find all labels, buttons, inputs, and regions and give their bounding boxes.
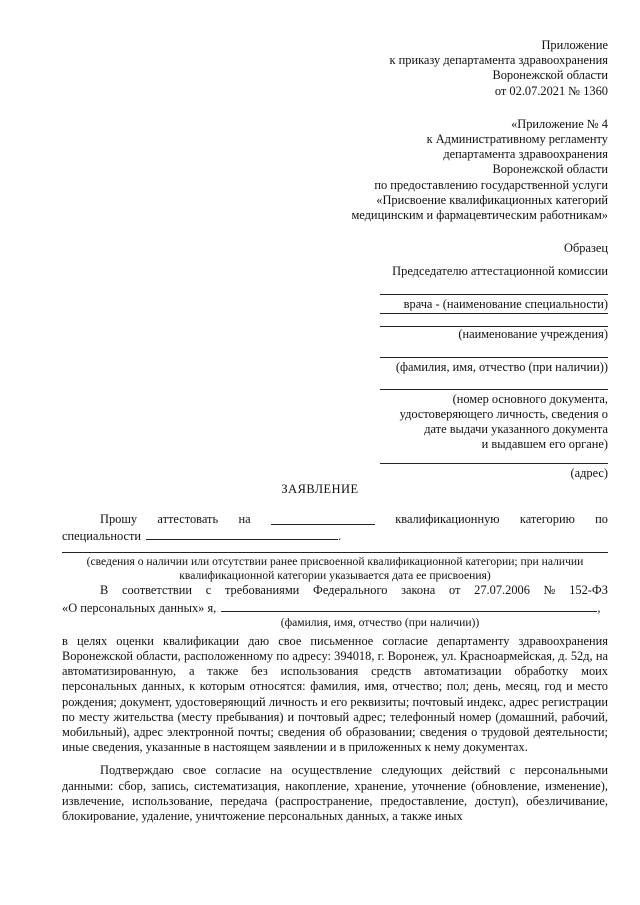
blank-line [380, 375, 608, 390]
blank-line [380, 314, 608, 327]
addressee-block [380, 264, 608, 481]
document-caption-line: и выдавшем его органе) [481, 437, 608, 452]
word: требованиями [224, 583, 300, 598]
blank-line [380, 343, 608, 358]
blank-line [380, 279, 608, 295]
appendix-header [278, 38, 608, 256]
specialty-label: специальности [62, 529, 142, 544]
law-title: «О персональных данных» я, [62, 600, 217, 615]
fio-caption: (фамилия, имя, отчество (при наличии)) [395, 359, 608, 374]
word: аттестовать [157, 512, 219, 526]
word: с [205, 583, 212, 598]
application-body [62, 512, 608, 824]
sample-label: Образец [564, 241, 608, 256]
period: . [338, 529, 342, 544]
word: от [448, 583, 461, 598]
appendix4-line: медицинским и фармацевтическим работникам» [351, 208, 608, 223]
confirmation-paragraph: Подтверждаю свое согласие на осуществление следующих действий с персональными данными: сбор, запись, систематизация, накопление, хранение, уточнение (обновление, изменение), извлечение, использование, передача (распространение, предоставление, доступ), обезличивание, блокирование, удаление, уничтожение персональных данных, а также иных [62, 763, 608, 824]
word: Федерального [313, 583, 388, 598]
appendix-line: Воронежской области [492, 68, 608, 83]
appendix4-line: «Приложение № 4 [511, 116, 608, 131]
commission-chair-label: Председателю аттестационной комиссии [392, 264, 608, 278]
fio-note: (фамилия, имя, отчество (при наличии)) [280, 615, 480, 629]
word: на [238, 512, 251, 526]
consent-paragraph: в целях оценки квалификации даю свое письменное согласие департаменту здравоохранения Воронежской области, расположенному по адресу: 394018, г. Воронеж, ул. Красноармейская, д. 52д, на автоматизированную, а также без использования средств автоматизации обработку моих персональных данных, к которым относятся: фамилия, имя, отчество; пол; день, месяц, год и место рождения; документ, удостоверяющий личность и его реквизиты; почтовый индекс, адрес регистрации по месту жительства (месту пребывания) и почтовый адрес; телефонный номер (домашний, рабочий, мобильный), адрес электронной почты; сведения об образовании; сведения о трудовой деятельности; иные сведения, указанные в настоящем заявлении и в приложенных к нему документах. [62, 633, 608, 755]
institution-caption: (наименование учреждения) [458, 327, 608, 342]
blank-line [380, 453, 608, 464]
word: В [100, 583, 109, 598]
doctor-specialty-field: врача - (наименование специальности) [380, 297, 608, 314]
document-caption-line: дате выдачи указанного документа [424, 422, 608, 437]
document-title: ЗАЯВЛЕНИЕ [281, 482, 359, 496]
appendix-line: к приказу департамента здравоохранения [389, 53, 608, 68]
specialty-line [62, 527, 608, 544]
appendix4-line: «Присвоение квалификационных категорий [376, 192, 608, 207]
word: соответствии [121, 583, 192, 598]
document-caption-line: (номер основного документа, [452, 391, 608, 406]
word: закона [401, 583, 436, 598]
word: № [543, 583, 556, 598]
appendix4-line: департамента здравоохранения [443, 147, 608, 162]
law-line [62, 583, 608, 598]
request-line [62, 512, 608, 527]
word: по [595, 512, 608, 526]
word: квалификационную [395, 512, 500, 526]
appendix-line: Приложение [541, 38, 608, 52]
category-note [62, 555, 608, 583]
appendix-line: от 02.07.2021 № 1360 [494, 83, 608, 98]
word: 27.07.2006 [474, 583, 530, 598]
category-note-line: квалификационной категории указывается дата ее присвоения) [179, 569, 491, 583]
appendix4-line: к Административному регламенту [426, 132, 608, 147]
appendix4-line: по предоставлению государственной услуги [374, 177, 608, 192]
word: 152-ФЗ [569, 583, 608, 598]
address-caption: (адрес) [570, 465, 608, 480]
fio-blank [221, 599, 597, 612]
word: Прошу [100, 512, 138, 526]
category-note-line: (сведения о наличии или отсутствии ранее присвоенной квалификационной категории; при наличии [86, 555, 584, 569]
comma: , [597, 600, 601, 615]
category-info-blank [62, 544, 608, 553]
word: категорию [519, 512, 575, 526]
category-blank [271, 512, 375, 525]
appendix4-line: Воронежской области [492, 162, 608, 177]
consent-name-line [62, 599, 608, 616]
specialty-blank [146, 527, 338, 540]
document-caption-line: удостоверяющего личность, сведения о [399, 407, 608, 422]
